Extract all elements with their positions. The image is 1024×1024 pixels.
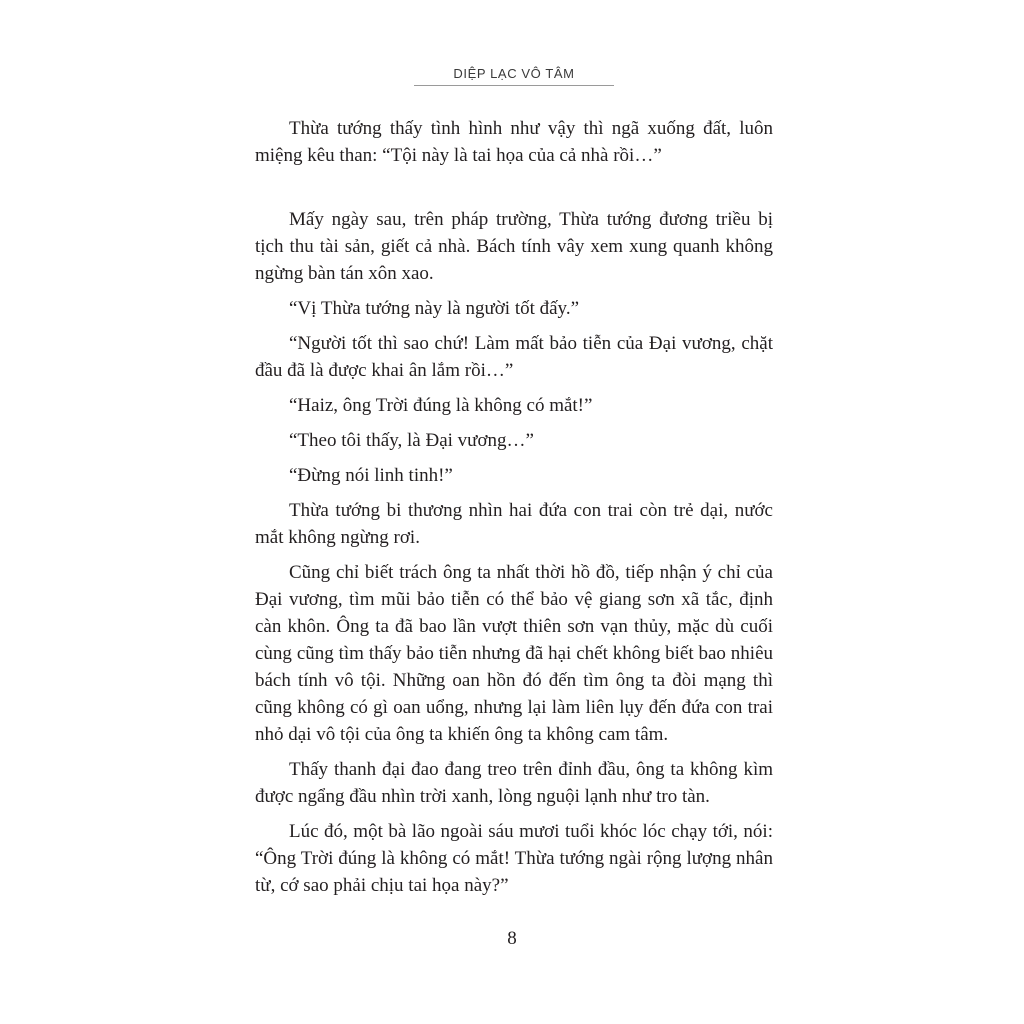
paragraph: Mấy ngày sau, trên pháp trường, Thừa tướng đương triều bị tịch thu tài sản, giết cả nhà. Bách tính vây xem xung quanh không ngừng bàn tán xôn xao. [255,209,773,284]
paragraph: “Người tốt thì sao chứ! Làm mất bảo tiễn của Đại vương, chặt đầu đã là được khai ân lắm rồi…” [255,333,773,381]
paragraph: Thừa tướng thấy tình hình như vậy thì ngã xuống đất, luôn miệng kêu than: “Tội này là tai họa của cả nhà rồi…” [255,118,773,166]
paragraph: Thấy thanh đại đao đang treo trên đỉnh đầu, ông ta không kìm được ngẩng đầu nhìn trời xanh, lòng nguội lạnh như tro tàn. [255,759,773,807]
paragraph: “Theo tôi thấy, là Đại vương…” [289,430,534,451]
header-rule [414,85,614,86]
paragraph: Thừa tướng bi thương nhìn hai đứa con trai còn trẻ dại, nước mắt không ngừng rơi. [255,500,773,548]
paragraph: Cũng chỉ biết trách ông ta nhất thời hồ đồ, tiếp nhận ý chỉ của Đại vương, tìm mũi bảo tiễn có thể bảo vệ giang sơn xã tắc, định càn khôn. Ông ta đã bao lần vượt thiên sơn vạn thủy, mặc dù cuối cùng cũng tìm thấy bảo tiễn nhưng đã hại chết không biết bao nhiêu bách tính vô tội. Những oan hồn đó đến tìm ông ta đòi mạng thì cũng không có gì oan uổng, nhưng lại làm liên lụy đến đứa con trai nhỏ dại vô tội của ông ta khiến ông ta không cam tâm. [255,562,773,745]
body-text [255,115,773,907]
running-header-title: DIỆP LẠC VÔ TÂM [453,66,575,81]
paragraph: “Haiz, ông Trời đúng là không có mắt!” [289,395,593,416]
page-number: 8 [507,928,517,949]
paragraph: “Đừng nói linh tinh!” [289,465,453,486]
paragraph: “Vị Thừa tướng này là người tốt đấy.” [289,298,580,319]
paragraph: Lúc đó, một bà lão ngoài sáu mươi tuổi khóc lóc chạy tới, nói: “Ông Trời đúng là không có mắt! Thừa tướng ngài rộng lượng nhân từ, cớ sao phải chịu tai họa này?” [255,821,773,896]
